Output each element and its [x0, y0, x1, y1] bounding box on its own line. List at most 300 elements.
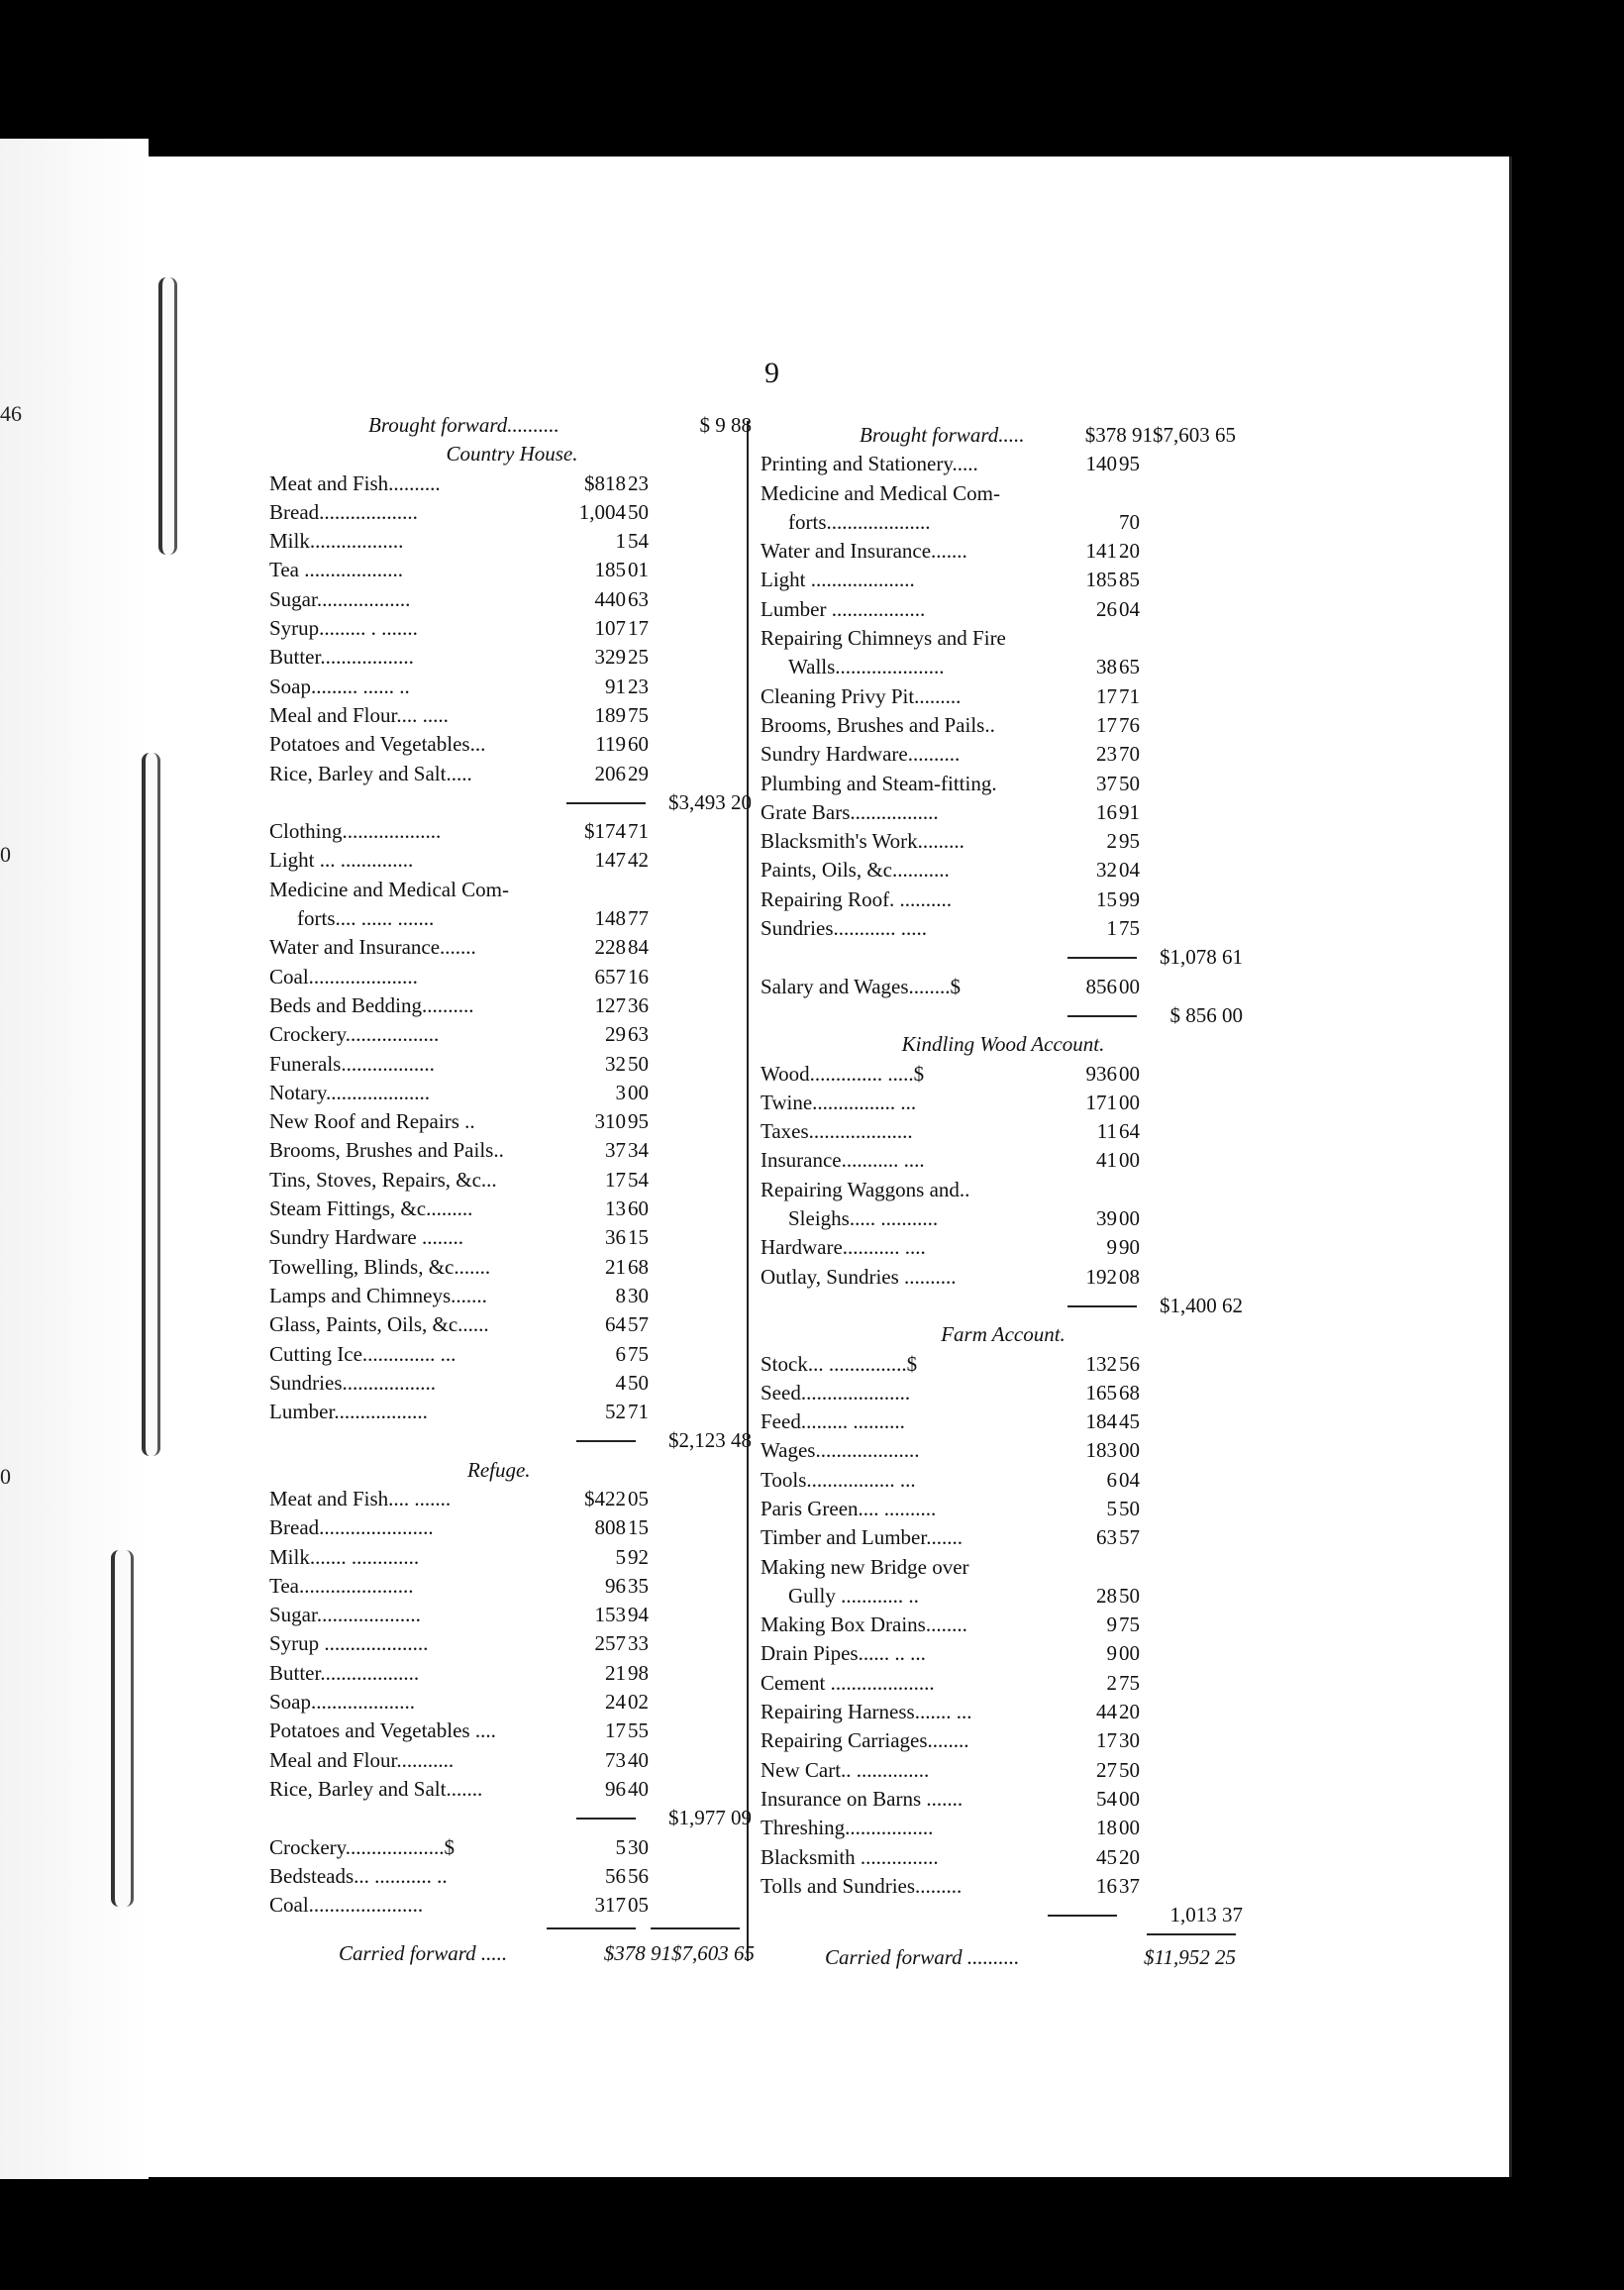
item-label: Beds and Bedding..........	[269, 992, 474, 1017]
ledger-row	[269, 730, 755, 759]
item-cents: 75	[1119, 1613, 1140, 1637]
ledger-row	[269, 701, 755, 730]
ledger-row	[269, 1485, 755, 1513]
brought-forward-total: $378 91$7,603 65	[1084, 423, 1236, 447]
item-cents: 60	[628, 1197, 649, 1221]
item-cents: 50	[1119, 1757, 1140, 1782]
item-dollars: 26	[1096, 596, 1117, 621]
item-cents: 00	[628, 1080, 649, 1104]
item-dollars: 9	[1106, 1235, 1117, 1260]
right-general-items	[761, 450, 1246, 943]
salary-items	[761, 973, 1246, 1001]
item-label: Medicine and Medical Com-	[269, 877, 510, 901]
item-label: Blacksmith's Work.........	[761, 829, 964, 854]
subtotal-rule	[1067, 957, 1137, 959]
ledger-row	[761, 1843, 1246, 1872]
item-dollars: 206	[594, 761, 626, 785]
subtotal-rule	[1067, 1015, 1137, 1017]
ledger-row	[761, 1263, 1246, 1292]
ledger-row	[761, 1204, 1246, 1233]
item-dollars: 9	[1106, 1641, 1117, 1666]
item-dollars: 5	[1106, 1496, 1117, 1520]
subtotal-row	[269, 1804, 755, 1832]
ledger-row	[761, 1407, 1246, 1436]
item-dollars: 185	[1085, 568, 1117, 592]
ledger-row	[761, 798, 1246, 827]
item-label: Taxes....................	[761, 1119, 913, 1144]
item-cents: 95	[1119, 829, 1140, 854]
item-cents: 54	[628, 1167, 649, 1192]
item-cents: 84	[628, 935, 649, 960]
subtotal-row	[269, 788, 755, 817]
item-label: Cleaning Privy Pit.........	[761, 683, 962, 708]
section-heading: Country House.	[446, 442, 578, 467]
item-cents: 04	[1119, 858, 1140, 883]
ledger-row	[269, 527, 755, 556]
item-cents: 71	[628, 819, 649, 844]
brought-forward-total: $ 9 88	[699, 413, 752, 437]
ledger-row	[269, 1572, 755, 1601]
ledger-row	[269, 1020, 755, 1049]
item-cents: 40	[628, 1776, 649, 1801]
item-dollars: 171	[1085, 1090, 1117, 1114]
subtotal-row	[761, 1901, 1246, 1929]
farm-items	[761, 1350, 1246, 1902]
item-label: Funerals..................	[269, 1051, 435, 1076]
margin-fragment: 0	[0, 842, 11, 867]
item-dollars: 6	[615, 1341, 626, 1366]
item-dollars: 38	[1096, 655, 1117, 679]
item-label: Paris Green.... ..........	[761, 1496, 937, 1520]
misc-items	[269, 1833, 755, 1921]
item-label: Repairing Chimneys and Fire	[761, 626, 1006, 651]
ledger-row	[269, 933, 755, 962]
item-label: Repairing Roof. ..........	[761, 886, 953, 911]
item-cents: 94	[628, 1603, 649, 1627]
item-dollars: 16	[1096, 799, 1117, 824]
ledger-row	[269, 1659, 755, 1688]
item-label: Soap....................	[269, 1690, 415, 1715]
item-dollars: 440	[594, 586, 626, 611]
subtotal-rule	[566, 802, 646, 804]
ledger-row	[269, 1601, 755, 1629]
item-cents: 68	[1119, 1380, 1140, 1405]
item-dollars: 329	[594, 645, 626, 670]
carried-forward-row	[761, 1943, 1246, 1972]
binding-strap	[111, 1550, 134, 1907]
right-column	[761, 421, 1246, 1973]
item-label: Steam Fittings, &c.........	[269, 1197, 473, 1221]
item-dollars: 9	[1106, 1613, 1117, 1637]
item-dollars: 17	[605, 1718, 626, 1743]
ledger-row	[761, 1698, 1246, 1726]
ledger-row	[761, 1060, 1246, 1089]
item-label: Repairing Waggons and..	[761, 1177, 970, 1201]
item-cents: 71	[628, 1400, 649, 1424]
item-label: Coal......................	[269, 1893, 424, 1918]
item-cents: 30	[1119, 1728, 1140, 1753]
ledger-page	[0, 156, 1512, 2177]
ledger-row	[269, 1688, 755, 1717]
ledger-row	[761, 1756, 1246, 1785]
item-cents: 00	[1119, 1816, 1140, 1840]
item-cents: 76	[1119, 712, 1140, 737]
item-cents: 00	[1119, 1641, 1140, 1666]
item-dollars: 18	[1096, 1816, 1117, 1840]
item-label: Medicine and Medical Com-	[761, 480, 1001, 505]
ledger-row	[269, 846, 755, 875]
ledger-row	[761, 740, 1246, 769]
subtotal: $1,400 62	[1160, 1293, 1243, 1317]
item-dollars: 64	[605, 1312, 626, 1337]
item-label: Water and Insurance.......	[761, 539, 967, 564]
item-label: Lamps and Chimneys.......	[269, 1283, 487, 1307]
item-cents: 00	[1119, 974, 1140, 998]
item-label: Light ... ..............	[269, 848, 414, 873]
item-cents: 25	[628, 645, 649, 670]
item-cents: 60	[628, 732, 649, 757]
item-label: Potatoes and Vegetables...	[269, 732, 486, 757]
item-cents: 77	[628, 906, 649, 931]
subtotal: $1,078 61	[1160, 945, 1243, 970]
item-label: Outlay, Sundries ..........	[761, 1264, 957, 1289]
ledger-row	[269, 963, 755, 991]
item-dollars: 2	[1106, 1670, 1117, 1695]
item-cents: 00	[1119, 1148, 1140, 1173]
item-dollars: 657	[594, 964, 626, 989]
item-label: Repairing Harness....... ...	[761, 1700, 972, 1724]
section-heading: Kindling Wood Account.	[901, 1032, 1105, 1057]
item-dollars: 73	[605, 1747, 626, 1772]
ledger-row	[761, 1611, 1246, 1639]
item-cents: 56	[1119, 1351, 1140, 1376]
ledger-row	[761, 1466, 1246, 1495]
ledger-row	[269, 585, 755, 614]
brought-forward-row	[269, 411, 755, 440]
item-label: Feed......... ..........	[761, 1409, 905, 1434]
item-label: Cement ....................	[761, 1670, 935, 1695]
item-label: Insurance........... ....	[761, 1148, 925, 1173]
item-label: Cutting Ice.............. ...	[269, 1341, 457, 1366]
item-label: Meal and Flour.... .....	[269, 702, 449, 727]
closing-rule	[1147, 1933, 1236, 1935]
binding-strap	[142, 753, 160, 1456]
item-cents: 15	[628, 1225, 649, 1250]
item-label: Paints, Oils, &c...........	[761, 858, 950, 883]
item-cents: 99	[1119, 886, 1140, 911]
item-label: New Roof and Repairs ..	[269, 1109, 475, 1134]
ledger-row	[761, 1117, 1246, 1146]
item-dollars: 17	[1096, 683, 1117, 708]
item-label: Potatoes and Vegetables ....	[269, 1718, 496, 1743]
item-cents: 98	[628, 1660, 649, 1685]
ledger-row	[761, 537, 1246, 566]
item-dollars: 5	[615, 1834, 626, 1859]
item-dollars: $422	[584, 1486, 626, 1510]
item-label: Crockery..................	[269, 1022, 440, 1047]
item-label: Twine................ ...	[761, 1090, 917, 1114]
item-cents: 05	[628, 1893, 649, 1918]
item-dollars: 183	[1085, 1438, 1117, 1463]
item-dollars: 1,004	[578, 499, 626, 524]
subtotal-row	[761, 1001, 1246, 1030]
item-cents: 35	[628, 1573, 649, 1598]
item-label: Sundry Hardware ........	[269, 1225, 463, 1250]
ledger-row	[269, 1891, 755, 1920]
item-dollars: $174	[584, 819, 626, 844]
item-cents: 30	[628, 1834, 649, 1859]
ledger-row	[761, 1639, 1246, 1668]
section-heading: Farm Account.	[941, 1322, 1066, 1347]
item-label: Lumber..................	[269, 1400, 428, 1424]
binding-strap	[158, 277, 177, 555]
ledger-row	[269, 673, 755, 701]
item-label: Tea......................	[269, 1573, 414, 1598]
ledger-row	[761, 1350, 1246, 1379]
item-dollars: 28	[1096, 1583, 1117, 1608]
carried-forward-total: $11,952 25	[1144, 1945, 1236, 1970]
item-label: forts.... ...... .......	[297, 906, 435, 931]
item-label: Repairing Carriages........	[761, 1728, 969, 1753]
ledger-row	[761, 595, 1246, 624]
ledger-row	[761, 1726, 1246, 1755]
item-label: Seed.....................	[761, 1380, 911, 1405]
item-label: Milk..................	[269, 529, 404, 554]
subtotal-rule	[576, 1440, 636, 1442]
item-label: Bedsteads... ........... ..	[269, 1863, 448, 1888]
item-cents: 16	[628, 964, 649, 989]
ledger-row	[269, 1746, 755, 1775]
item-label: Tools................. ...	[761, 1467, 916, 1492]
item-cents: 50	[1119, 771, 1140, 795]
ledger-row	[761, 1814, 1246, 1842]
subtotal-rule	[576, 1818, 636, 1820]
item-label: Drain Pipes...... .. ...	[761, 1641, 926, 1666]
item-cents: 63	[628, 586, 649, 611]
ledger-row	[761, 1089, 1246, 1117]
item-label: Towelling, Blinds, &c.......	[269, 1254, 491, 1279]
item-cents: 36	[628, 992, 649, 1017]
item-label: Hardware........... ....	[761, 1235, 926, 1260]
item-label: Tolls and Sundries.........	[761, 1873, 963, 1898]
item-label: Rice, Barley and Salt.......	[269, 1776, 483, 1801]
item-label: Wood.............. .....$	[761, 1061, 925, 1086]
subtotal-row	[269, 1426, 755, 1455]
ledger-row	[269, 1079, 755, 1107]
item-label: Bread......................	[269, 1515, 434, 1540]
ledger-row	[269, 1340, 755, 1369]
item-dollars: 148	[594, 906, 626, 931]
item-dollars: 165	[1085, 1380, 1117, 1405]
item-label: Gully ............ ..	[788, 1583, 919, 1608]
item-label: Plumbing and Steam-fitting.	[761, 771, 997, 795]
item-dollars: 56	[605, 1863, 626, 1888]
ledger-row	[269, 1166, 755, 1195]
item-dollars: 54	[1096, 1786, 1117, 1811]
item-cents: 20	[1119, 1700, 1140, 1724]
carried-forward-row	[269, 1939, 755, 1968]
item-cents: 56	[628, 1863, 649, 1888]
ledger-row	[269, 876, 755, 904]
item-label: Sundries............ .....	[761, 916, 927, 941]
ledger-row	[269, 1253, 755, 1282]
item-label: Tea ...................	[269, 558, 404, 582]
ledger-row	[761, 1146, 1246, 1175]
item-cents: 04	[1119, 1467, 1140, 1492]
ledger-row	[269, 498, 755, 527]
item-dollars: 11	[1096, 1119, 1117, 1144]
item-dollars: 2	[1106, 829, 1117, 854]
item-dollars: 15	[1096, 886, 1117, 911]
ledger-row	[761, 624, 1246, 653]
ledger-row	[761, 1436, 1246, 1465]
ledger-row	[269, 1513, 755, 1542]
item-label: Insurance on Barns .......	[761, 1786, 964, 1811]
item-dollars: 96	[605, 1573, 626, 1598]
item-cents: 23	[628, 470, 649, 495]
ledger-row	[761, 1872, 1246, 1901]
item-dollars: 37	[605, 1138, 626, 1163]
ledger-row	[761, 1495, 1246, 1523]
ledger-row	[269, 1369, 755, 1398]
margin-fragment: 46	[0, 401, 22, 426]
item-cents: 42	[628, 848, 649, 873]
carried-forward-label: Carried forward ..........	[825, 1945, 1020, 1970]
item-dollars: 32	[1096, 858, 1117, 883]
item-label: Meat and Fish..........	[269, 470, 441, 495]
item-cents: 45	[1119, 1409, 1140, 1434]
item-cents: 75	[628, 702, 649, 727]
ledger-row	[761, 1669, 1246, 1698]
item-dollars: 317	[594, 1893, 626, 1918]
ledger-row	[269, 1398, 755, 1426]
item-cents: 75	[628, 1341, 649, 1366]
item-cents: 70	[1119, 509, 1140, 534]
item-cents: 17	[628, 616, 649, 641]
item-label: Meal and Flour...........	[269, 1747, 455, 1772]
item-cents: 63	[628, 1022, 649, 1047]
item-label: Glass, Paints, Oils, &c......	[269, 1312, 489, 1337]
item-dollars: $818	[584, 470, 626, 495]
item-label: Making new Bridge over	[761, 1554, 969, 1579]
closing-rules	[269, 1920, 755, 1939]
item-dollars: 147	[594, 848, 626, 873]
item-dollars: 13	[605, 1197, 626, 1221]
item-label: Soap......... ...... ..	[269, 674, 410, 698]
item-cents: 75	[1119, 916, 1140, 941]
item-dollars: 189	[594, 702, 626, 727]
item-cents: 54	[628, 529, 649, 554]
item-cents: 57	[628, 1312, 649, 1337]
item-dollars: 4	[615, 1370, 626, 1395]
subtotal-row	[761, 943, 1246, 972]
item-dollars: 39	[1096, 1206, 1117, 1231]
subtotal: 1,013 37	[1169, 1903, 1243, 1927]
ledger-row	[761, 885, 1246, 914]
item-dollars: 856	[1085, 974, 1117, 998]
ledger-row	[269, 1833, 755, 1862]
ledger-row	[269, 1775, 755, 1804]
item-cents: 40	[628, 1747, 649, 1772]
ledger-row	[269, 1629, 755, 1658]
ledger-row	[761, 856, 1246, 885]
item-cents: 02	[628, 1690, 649, 1715]
item-cents: 15	[628, 1515, 649, 1540]
item-cents: 90	[1119, 1235, 1140, 1260]
item-cents: 85	[1119, 568, 1140, 592]
item-label: Sundry Hardware..........	[761, 742, 961, 767]
item-cents: 57	[1119, 1525, 1140, 1550]
section-heading: Refuge.	[467, 1457, 531, 1482]
item-cents: 50	[628, 1051, 649, 1076]
item-dollars: 140	[1085, 452, 1117, 476]
ledger-row	[761, 566, 1246, 594]
brought-forward-label: Brought forward.....	[860, 423, 1025, 447]
subtotal: $ 856 00	[1169, 1002, 1243, 1027]
item-label: Butter..................	[269, 645, 414, 670]
item-dollars: 17	[1096, 1728, 1117, 1753]
ledger-row	[761, 1582, 1246, 1611]
item-cents: 50	[628, 1370, 649, 1395]
item-label: Sleighs..... ...........	[788, 1206, 939, 1231]
general-items	[269, 817, 755, 1426]
item-dollars: 45	[1096, 1844, 1117, 1869]
subtotal: $1,977 09	[668, 1806, 752, 1830]
ledger-row	[761, 1176, 1246, 1204]
item-label: Blacksmith ...............	[761, 1844, 939, 1869]
item-cents: 04	[1119, 596, 1140, 621]
ledger-row	[269, 1282, 755, 1310]
refuge-items	[269, 1485, 755, 1804]
ledger-row	[269, 1862, 755, 1891]
item-cents: 00	[1119, 1061, 1140, 1086]
item-label: Making Box Drains........	[761, 1613, 967, 1637]
item-label: Water and Insurance.......	[269, 935, 476, 960]
item-dollars: 257	[594, 1631, 626, 1656]
ledger-row	[761, 479, 1246, 508]
item-label: Grate Bars.................	[761, 799, 939, 824]
item-label: Brooms, Brushes and Pails..	[761, 712, 995, 737]
item-label: Clothing...................	[269, 819, 442, 844]
item-dollars: 23	[1096, 742, 1117, 767]
ledger-row	[761, 450, 1246, 478]
ledger-row	[761, 914, 1246, 943]
item-label: forts....................	[788, 509, 931, 534]
item-dollars: 52	[605, 1400, 626, 1424]
ledger-row	[269, 1195, 755, 1223]
ledger-row	[761, 711, 1246, 740]
item-cents: 70	[1119, 742, 1140, 767]
item-label: Printing and Stationery.....	[761, 452, 978, 476]
item-cents: 50	[628, 499, 649, 524]
carried-forward-total: $378 91$7,603 65	[603, 1941, 755, 1966]
item-dollars: 808	[594, 1515, 626, 1540]
margin-fragment: 0	[0, 1464, 11, 1489]
ledger-row	[761, 1523, 1246, 1552]
closing-rules	[761, 1929, 1246, 1943]
ledger-row	[269, 817, 755, 846]
item-cents: 34	[628, 1138, 649, 1163]
item-label: Sugar..................	[269, 586, 411, 611]
item-dollars: 3	[615, 1080, 626, 1104]
item-cents: 20	[1119, 539, 1140, 564]
ledger-row	[269, 1717, 755, 1745]
item-cents: 91	[1119, 799, 1140, 824]
item-label: Brooms, Brushes and Pails..	[269, 1138, 504, 1163]
ledger-row	[761, 508, 1246, 537]
item-dollars: 29	[605, 1022, 626, 1047]
item-label: Sugar....................	[269, 1603, 421, 1627]
